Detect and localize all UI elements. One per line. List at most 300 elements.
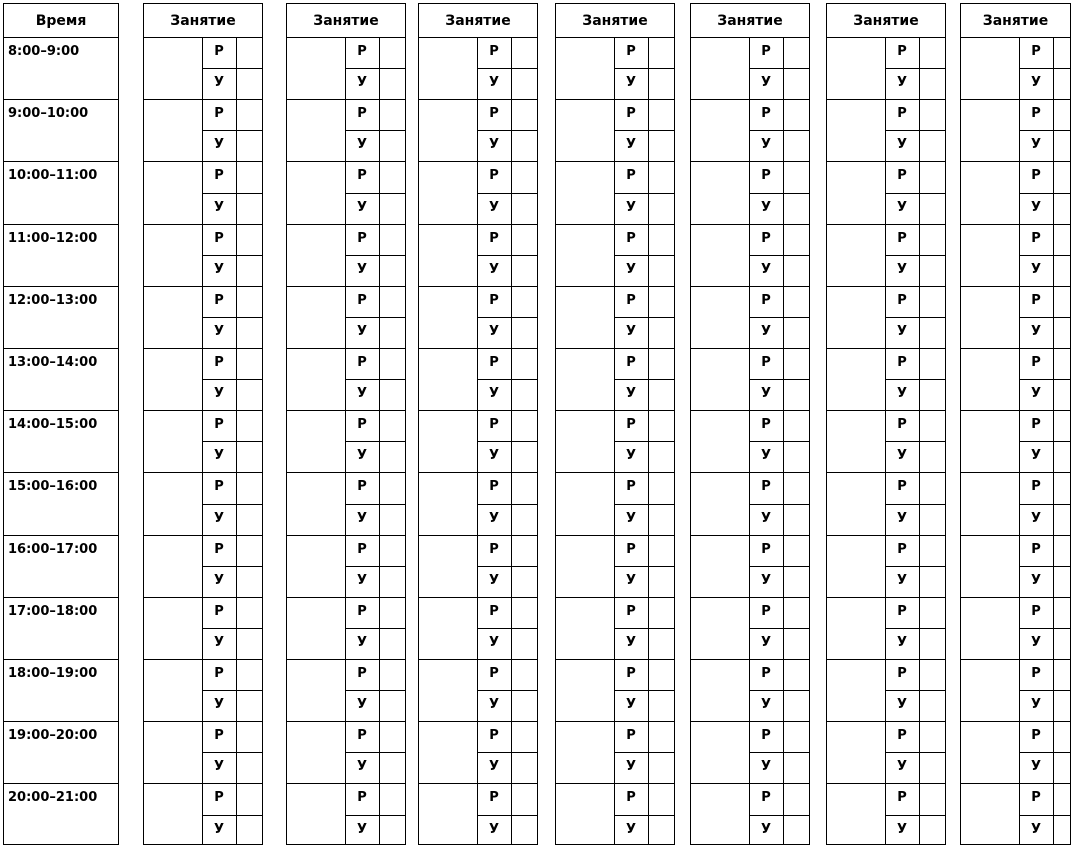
activity-name-cell[interactable]: [420, 412, 475, 471]
check-cell-r[interactable]: [381, 350, 404, 378]
check-cell-u[interactable]: [921, 443, 944, 471]
slot-label-r: Р: [626, 479, 636, 495]
check-cell-u[interactable]: [1055, 319, 1069, 347]
check-cell-u[interactable]: [1055, 195, 1069, 223]
activity-name-cell[interactable]: [145, 101, 200, 160]
check-cell-u[interactable]: [650, 443, 673, 471]
activity-name-cell[interactable]: [145, 537, 200, 596]
check-cell-r[interactable]: [1055, 350, 1069, 378]
check-cell-u[interactable]: [513, 630, 536, 658]
check-cell-u[interactable]: [785, 754, 808, 782]
check-cell-u[interactable]: [513, 692, 536, 720]
check-cell-u[interactable]: [1055, 257, 1069, 285]
check-cell-r[interactable]: [513, 101, 536, 129]
check-cell-r[interactable]: [1055, 163, 1069, 191]
activity-name-cell[interactable]: [692, 163, 747, 222]
hour-row-divider: [691, 99, 809, 100]
check-cell-r[interactable]: [513, 226, 536, 254]
check-cell-u[interactable]: [1055, 754, 1069, 782]
check-cell-r[interactable]: [238, 39, 261, 67]
check-cell-r[interactable]: [650, 288, 673, 316]
check-cell-u[interactable]: [785, 506, 808, 534]
activity-column-1: [143, 3, 263, 845]
activity-name-cell[interactable]: [828, 723, 883, 782]
check-cell-u[interactable]: [1055, 132, 1069, 160]
check-cell-u[interactable]: [381, 70, 404, 98]
activity-name-cell[interactable]: [962, 723, 1017, 782]
activity-name-cell[interactable]: [828, 288, 883, 347]
check-cell-u[interactable]: [921, 195, 944, 223]
check-cell-r[interactable]: [785, 723, 808, 751]
activity-name-cell[interactable]: [288, 163, 343, 222]
check-cell-u[interactable]: [513, 319, 536, 347]
check-cell-u[interactable]: [1055, 70, 1069, 98]
check-cell-u[interactable]: [238, 132, 261, 160]
check-cell-r[interactable]: [238, 101, 261, 129]
activity-name-cell[interactable]: [962, 785, 1017, 844]
check-cell-r[interactable]: [381, 163, 404, 191]
activity-name-cell[interactable]: [692, 474, 747, 533]
check-cell-u[interactable]: [381, 319, 404, 347]
check-cell-u[interactable]: [238, 195, 261, 223]
check-cell-u[interactable]: [381, 630, 404, 658]
check-cell-u[interactable]: [785, 70, 808, 98]
activity-name-cell[interactable]: [420, 39, 475, 98]
activity-name-cell[interactable]: [288, 661, 343, 720]
check-cell-u[interactable]: [921, 381, 944, 409]
check-cell-u[interactable]: [513, 506, 536, 534]
check-cell-u[interactable]: [381, 195, 404, 223]
activity-name-cell[interactable]: [288, 226, 343, 285]
check-cell-r[interactable]: [921, 723, 944, 751]
activity-name-cell[interactable]: [557, 39, 612, 98]
check-cell-u[interactable]: [513, 195, 536, 223]
check-cell-u[interactable]: [238, 257, 261, 285]
activity-name-cell[interactable]: [692, 537, 747, 596]
check-cell-u[interactable]: [785, 319, 808, 347]
check-cell-u[interactable]: [238, 506, 261, 534]
check-cell-r[interactable]: [381, 661, 404, 689]
check-cell-u[interactable]: [650, 817, 673, 845]
check-cell-r[interactable]: [513, 723, 536, 751]
activity-name-cell[interactable]: [145, 599, 200, 658]
check-cell-u[interactable]: [238, 754, 261, 782]
check-cell-r[interactable]: [381, 785, 404, 813]
activity-name-cell[interactable]: [557, 288, 612, 347]
check-cell-r[interactable]: [650, 785, 673, 813]
activity-name-cell[interactable]: [828, 101, 883, 160]
check-cell-r[interactable]: [381, 39, 404, 67]
check-cell-u[interactable]: [785, 568, 808, 596]
check-cell-u[interactable]: [513, 70, 536, 98]
activity-name-cell[interactable]: [692, 288, 747, 347]
check-cell-r[interactable]: [1055, 288, 1069, 316]
check-cell-r[interactable]: [238, 785, 261, 813]
check-cell-r[interactable]: [1055, 537, 1069, 565]
check-cell-u[interactable]: [921, 257, 944, 285]
check-cell-r[interactable]: [785, 599, 808, 627]
check-cell-u[interactable]: [650, 70, 673, 98]
check-cell-r[interactable]: [650, 599, 673, 627]
check-cell-u[interactable]: [1055, 692, 1069, 720]
check-cell-r[interactable]: [513, 412, 536, 440]
activity-name-cell[interactable]: [692, 785, 747, 844]
activity-name-cell[interactable]: [692, 412, 747, 471]
check-cell-r[interactable]: [921, 163, 944, 191]
check-cell-r[interactable]: [1055, 785, 1069, 813]
check-cell-u[interactable]: [513, 443, 536, 471]
activity-name-cell[interactable]: [288, 39, 343, 98]
check-cell-r[interactable]: [921, 39, 944, 67]
activity-name-cell[interactable]: [692, 723, 747, 782]
activity-name-cell[interactable]: [420, 723, 475, 782]
check-cell-u[interactable]: [381, 692, 404, 720]
check-cell-r[interactable]: [238, 537, 261, 565]
activity-name-cell[interactable]: [557, 785, 612, 844]
hour-row-divider: [287, 659, 405, 660]
half-row-divider: [885, 68, 945, 69]
check-cell-r[interactable]: [1055, 599, 1069, 627]
activity-name-cell[interactable]: [692, 226, 747, 285]
check-cell-r[interactable]: [785, 101, 808, 129]
activity-name-cell[interactable]: [692, 101, 747, 160]
activity-name-cell[interactable]: [557, 350, 612, 409]
check-cell-r[interactable]: [785, 785, 808, 813]
check-cell-r[interactable]: [785, 226, 808, 254]
hour-row-divider: [287, 99, 405, 100]
check-cell-r[interactable]: [650, 412, 673, 440]
activity-name-cell[interactable]: [288, 288, 343, 347]
activity-name-cell[interactable]: [828, 39, 883, 98]
check-cell-r[interactable]: [1055, 412, 1069, 440]
check-cell-u[interactable]: [785, 195, 808, 223]
slot-label-u: У: [760, 759, 772, 775]
check-cell-u[interactable]: [381, 443, 404, 471]
check-cell-r[interactable]: [921, 350, 944, 378]
activity-name-cell[interactable]: [145, 39, 200, 98]
activity-name-cell[interactable]: [557, 723, 612, 782]
check-cell-r[interactable]: [381, 599, 404, 627]
activity-name-cell[interactable]: [828, 163, 883, 222]
check-cell-r[interactable]: [785, 412, 808, 440]
check-cell-r[interactable]: [1055, 723, 1069, 751]
check-cell-r[interactable]: [921, 537, 944, 565]
check-cell-u[interactable]: [650, 319, 673, 347]
activity-name-cell[interactable]: [962, 412, 1017, 471]
activity-name-cell[interactable]: [557, 537, 612, 596]
slot-label-u: У: [488, 199, 500, 215]
check-cell-r[interactable]: [513, 288, 536, 316]
check-cell-u[interactable]: [921, 568, 944, 596]
check-cell-r[interactable]: [238, 661, 261, 689]
check-cell-u[interactable]: [785, 132, 808, 160]
check-cell-r[interactable]: [650, 723, 673, 751]
half-row-divider: [345, 690, 405, 691]
check-cell-u[interactable]: [921, 70, 944, 98]
activity-name-cell[interactable]: [420, 537, 475, 596]
check-cell-r[interactable]: [650, 350, 673, 378]
check-cell-u[interactable]: [921, 132, 944, 160]
check-cell-u[interactable]: [513, 817, 536, 845]
check-cell-r[interactable]: [381, 101, 404, 129]
activity-name-cell[interactable]: [288, 537, 343, 596]
check-cell-r[interactable]: [650, 101, 673, 129]
activity-name-cell[interactable]: [145, 350, 200, 409]
activity-name-cell[interactable]: [828, 537, 883, 596]
check-cell-r[interactable]: [785, 288, 808, 316]
activity-name-cell[interactable]: [288, 723, 343, 782]
activity-name-cell[interactable]: [288, 785, 343, 844]
activity-name-cell[interactable]: [145, 226, 200, 285]
check-cell-u[interactable]: [381, 568, 404, 596]
activity-name-cell[interactable]: [962, 599, 1017, 658]
check-cell-u[interactable]: [381, 257, 404, 285]
activity-name-cell[interactable]: [420, 661, 475, 720]
check-cell-r[interactable]: [785, 474, 808, 502]
activity-name-cell[interactable]: [420, 350, 475, 409]
check-cell-r[interactable]: [238, 226, 261, 254]
check-cell-u[interactable]: [513, 568, 536, 596]
check-cell-r[interactable]: [238, 599, 261, 627]
check-cell-r[interactable]: [650, 39, 673, 67]
check-cell-r[interactable]: [785, 537, 808, 565]
check-cell-r[interactable]: [513, 785, 536, 813]
check-cell-u[interactable]: [1055, 817, 1069, 845]
activity-name-cell[interactable]: [420, 599, 475, 658]
check-cell-r[interactable]: [921, 785, 944, 813]
activity-name-cell[interactable]: [420, 101, 475, 160]
check-cell-u[interactable]: [381, 381, 404, 409]
activity-name-cell[interactable]: [420, 474, 475, 533]
activity-name-cell[interactable]: [288, 474, 343, 533]
check-cell-r[interactable]: [650, 226, 673, 254]
check-cell-u[interactable]: [921, 817, 944, 845]
check-cell-r[interactable]: [381, 288, 404, 316]
check-cell-r[interactable]: [650, 163, 673, 191]
check-cell-u[interactable]: [921, 319, 944, 347]
check-cell-r[interactable]: [921, 412, 944, 440]
activity-name-cell[interactable]: [420, 785, 475, 844]
activity-name-cell[interactable]: [828, 412, 883, 471]
activity-name-cell[interactable]: [557, 412, 612, 471]
activity-name-cell[interactable]: [962, 226, 1017, 285]
half-row-divider: [477, 752, 537, 753]
activity-name-cell[interactable]: [962, 39, 1017, 98]
half-row-divider: [477, 255, 537, 256]
check-cell-u[interactable]: [238, 381, 261, 409]
check-cell-r[interactable]: [513, 163, 536, 191]
check-cell-u[interactable]: [650, 692, 673, 720]
activity-name-cell[interactable]: [420, 288, 475, 347]
check-cell-r[interactable]: [1055, 101, 1069, 129]
check-cell-r[interactable]: [785, 39, 808, 67]
activity-name-cell[interactable]: [145, 163, 200, 222]
activity-name-cell[interactable]: [692, 661, 747, 720]
check-cell-u[interactable]: [650, 568, 673, 596]
check-cell-u[interactable]: [1055, 506, 1069, 534]
slot-label-u: У: [1030, 572, 1042, 588]
activity-name-cell[interactable]: [557, 661, 612, 720]
check-cell-r[interactable]: [785, 163, 808, 191]
activity-name-cell[interactable]: [557, 474, 612, 533]
check-cell-u[interactable]: [1055, 381, 1069, 409]
check-cell-r[interactable]: [513, 537, 536, 565]
check-cell-u[interactable]: [650, 195, 673, 223]
activity-name-cell[interactable]: [962, 537, 1017, 596]
activity-name-cell[interactable]: [145, 474, 200, 533]
activity-name-cell[interactable]: [962, 350, 1017, 409]
check-cell-u[interactable]: [650, 381, 673, 409]
check-cell-r[interactable]: [381, 226, 404, 254]
check-cell-u[interactable]: [381, 754, 404, 782]
check-cell-u[interactable]: [785, 381, 808, 409]
slot-label-u: У: [1030, 323, 1042, 339]
check-cell-r[interactable]: [921, 599, 944, 627]
check-cell-u[interactable]: [238, 319, 261, 347]
check-cell-r[interactable]: [513, 39, 536, 67]
check-cell-u[interactable]: [513, 257, 536, 285]
check-cell-u[interactable]: [238, 692, 261, 720]
check-cell-u[interactable]: [238, 630, 261, 658]
check-cell-u[interactable]: [921, 692, 944, 720]
activity-name-cell[interactable]: [692, 599, 747, 658]
activity-name-cell[interactable]: [420, 226, 475, 285]
activity-name-cell[interactable]: [962, 101, 1017, 160]
activity-name-cell[interactable]: [962, 288, 1017, 347]
check-cell-r[interactable]: [238, 723, 261, 751]
check-cell-u[interactable]: [785, 443, 808, 471]
activity-name-cell[interactable]: [828, 785, 883, 844]
activity-name-cell[interactable]: [557, 101, 612, 160]
check-cell-u[interactable]: [381, 506, 404, 534]
check-cell-r[interactable]: [785, 661, 808, 689]
activity-name-cell[interactable]: [557, 226, 612, 285]
half-row-divider: [345, 68, 405, 69]
check-cell-u[interactable]: [238, 817, 261, 845]
check-cell-r[interactable]: [513, 474, 536, 502]
check-cell-r[interactable]: [921, 661, 944, 689]
check-cell-u[interactable]: [921, 630, 944, 658]
check-cell-u[interactable]: [381, 817, 404, 845]
check-cell-r[interactable]: [513, 661, 536, 689]
half-row-divider: [885, 193, 945, 194]
check-cell-u[interactable]: [513, 132, 536, 160]
check-cell-u[interactable]: [650, 132, 673, 160]
check-cell-r[interactable]: [650, 474, 673, 502]
check-cell-u[interactable]: [785, 692, 808, 720]
check-cell-r[interactable]: [650, 661, 673, 689]
slot-label-r: Р: [214, 417, 224, 433]
check-cell-r[interactable]: [1055, 226, 1069, 254]
activity-name-cell[interactable]: [288, 350, 343, 409]
activity-name-cell[interactable]: [828, 350, 883, 409]
activity-name-cell[interactable]: [962, 474, 1017, 533]
check-cell-r[interactable]: [381, 537, 404, 565]
check-cell-r[interactable]: [381, 474, 404, 502]
check-cell-u[interactable]: [513, 754, 536, 782]
activity-name-cell[interactable]: [828, 226, 883, 285]
check-cell-r[interactable]: [785, 350, 808, 378]
check-cell-u[interactable]: [238, 70, 261, 98]
activity-column-header: Занятие: [556, 4, 674, 38]
activity-name-cell[interactable]: [145, 288, 200, 347]
check-cell-r[interactable]: [921, 474, 944, 502]
check-cell-r[interactable]: [238, 412, 261, 440]
activity-name-cell[interactable]: [288, 412, 343, 471]
slot-label-u: У: [213, 199, 225, 215]
hour-row-divider: [691, 224, 809, 225]
activity-name-cell[interactable]: [145, 785, 200, 844]
check-cell-u[interactable]: [785, 817, 808, 845]
check-cell-r[interactable]: [921, 101, 944, 129]
check-cell-u[interactable]: [785, 257, 808, 285]
activity-name-cell[interactable]: [962, 163, 1017, 222]
slot-label-r: Р: [1031, 417, 1041, 433]
slot-label-u: У: [488, 697, 500, 713]
slot-label-u: У: [760, 386, 772, 402]
check-cell-r[interactable]: [1055, 474, 1069, 502]
check-cell-r[interactable]: [381, 723, 404, 751]
activity-name-cell[interactable]: [145, 723, 200, 782]
check-cell-u[interactable]: [650, 506, 673, 534]
check-cell-u[interactable]: [921, 506, 944, 534]
activity-name-cell[interactable]: [692, 350, 747, 409]
check-cell-u[interactable]: [650, 257, 673, 285]
check-cell-u[interactable]: [238, 568, 261, 596]
check-cell-u[interactable]: [650, 754, 673, 782]
activity-name-cell[interactable]: [828, 599, 883, 658]
activity-name-cell[interactable]: [288, 101, 343, 160]
check-cell-u[interactable]: [513, 381, 536, 409]
check-cell-u[interactable]: [1055, 630, 1069, 658]
check-cell-r[interactable]: [513, 350, 536, 378]
check-cell-u[interactable]: [1055, 568, 1069, 596]
check-cell-u[interactable]: [381, 132, 404, 160]
check-cell-r[interactable]: [238, 474, 261, 502]
activity-name-cell[interactable]: [828, 661, 883, 720]
slot-label-r: Р: [761, 292, 771, 308]
check-cell-r[interactable]: [381, 412, 404, 440]
check-cell-r[interactable]: [650, 537, 673, 565]
check-cell-r[interactable]: [921, 226, 944, 254]
activity-name-cell[interactable]: [557, 599, 612, 658]
slot-label-r: Р: [357, 603, 367, 619]
check-cell-u[interactable]: [238, 443, 261, 471]
activity-name-cell[interactable]: [288, 599, 343, 658]
check-cell-u[interactable]: [1055, 443, 1069, 471]
slot-label-u: У: [488, 510, 500, 526]
check-cell-u[interactable]: [921, 754, 944, 782]
check-cell-u[interactable]: [650, 630, 673, 658]
check-cell-r[interactable]: [1055, 661, 1069, 689]
half-row-divider: [749, 566, 809, 567]
activity-name-cell[interactable]: [145, 412, 200, 471]
activity-name-cell[interactable]: [420, 163, 475, 222]
activity-name-cell[interactable]: [145, 661, 200, 720]
check-cell-r[interactable]: [238, 350, 261, 378]
check-cell-r[interactable]: [238, 288, 261, 316]
activity-name-cell[interactable]: [828, 474, 883, 533]
check-cell-r[interactable]: [238, 163, 261, 191]
check-cell-u[interactable]: [785, 630, 808, 658]
check-cell-r[interactable]: [1055, 39, 1069, 67]
activity-name-cell[interactable]: [962, 661, 1017, 720]
half-row-divider: [1019, 566, 1070, 567]
check-cell-r[interactable]: [513, 599, 536, 627]
check-cell-r[interactable]: [921, 288, 944, 316]
activity-name-cell[interactable]: [692, 39, 747, 98]
activity-name-cell[interactable]: [557, 163, 612, 222]
